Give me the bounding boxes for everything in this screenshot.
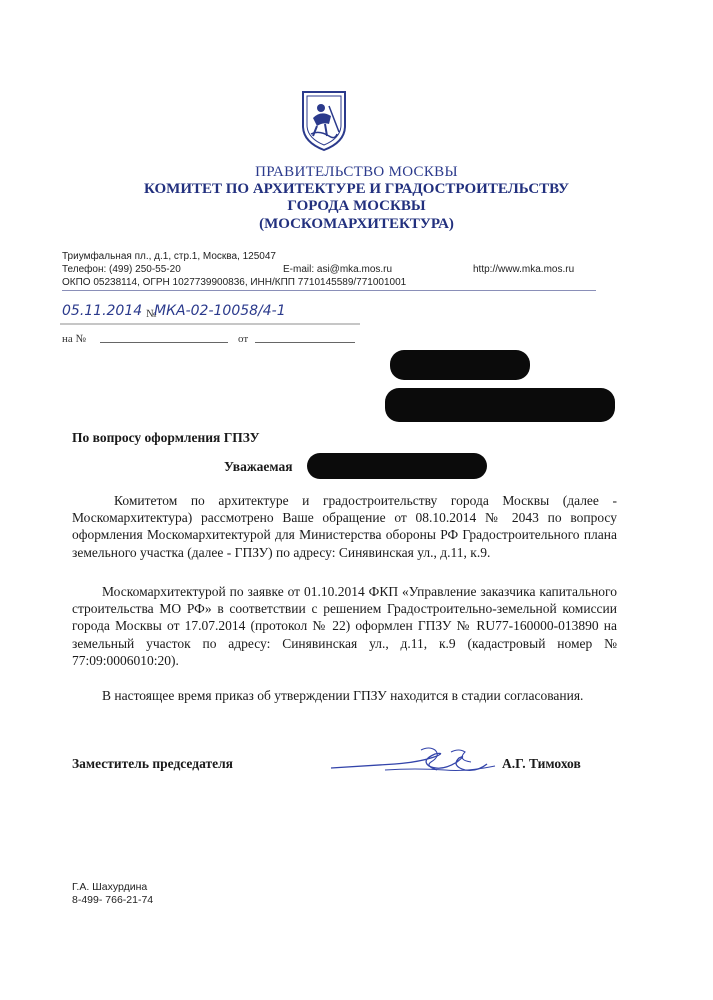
moscow-coat-of-arms-icon [299,88,349,152]
letter-paragraph-1: Комитетом по архитектуре и градостроительству города Москвы (далее - Москомархитектура) рассмотрено Ваше обращение от 08.10.2014 № 2043 по вопросу оформления Москомархитектурой для Министерства обороны РФ Градостроительного плана земельного участка (далее - ГПЗУ) по адресу: Синявинская ул., д.11, к.9. [72,493,617,560]
committee-title-line1: КОМИТЕТ ПО АРХИТЕКТУРЕ И ГРАДОСТРОИТЕЛЬСТВУ [144,181,569,197]
committee-title-line3: (МОСКОМАРХИТЕКТУРА) [259,216,454,232]
registration-number-label: № [146,308,157,320]
reference-date-line [255,342,355,343]
signatory-title: Заместитель председателя [72,756,233,771]
redacted-recipient-line1 [390,350,530,380]
header-divider [62,290,596,291]
reference-from-label: от [238,333,249,345]
email: E-mail: asi@mka.mos.ru [283,264,393,275]
letter-greeting: Уважаемая [224,459,293,474]
committee-title-line2: ГОРОДА МОСКВЫ [287,198,426,214]
registry-codes: ОКПО 05238114, ОГРН 1027739900836, ИНН/КПП 7710145589/771001001 [62,277,407,288]
phone: Телефон: (499) 250-55-20 [62,264,181,275]
signatory-name: А.Г. Тимохов [502,756,581,771]
registration-number: МКА-02-10058/4-1 [154,303,286,319]
executor-name: Г.А. Шахурдина [72,881,148,893]
government-title: ПРАВИТЕЛЬСТВО МОСКВЫ [255,164,458,180]
address: Триумфальная пл., д.1, стр.1, Москва, 125047 [62,251,276,262]
reference-label: на № [62,333,87,345]
registration-date: 05.11.2014 [62,303,143,319]
letter-paragraph-2: Москомархитектурой по заявке от 01.10.2014 ФКП «Управление заказчика капитального строительства МО РФ» в соответствии с решением Градостроительно-земельной комиссии города Москвы от 17.07.2014 (протокол № 22) оформлен ГПЗУ № RU77-160000-013890 на земельный участок по адресу: Синявинская ул., д.11, к.9 (кадастровый номер № 77:09:0006010:20). [72,584,617,668]
website: http://www.mka.mos.ru [473,264,575,275]
letter-paragraph-3: В настоящее время приказ об утверждении ГПЗУ находится в стадии согласования. [102,688,584,703]
executor-info [72,881,153,907]
handwritten-signature [325,740,505,784]
reference-number-line [100,342,228,343]
executor-phone: 8-499- 766-21-74 [72,894,154,906]
redacted-recipient-line2 [385,388,615,422]
letter-subject: По вопросу оформления ГПЗУ [72,430,260,445]
redacted-recipient-name [307,453,487,479]
